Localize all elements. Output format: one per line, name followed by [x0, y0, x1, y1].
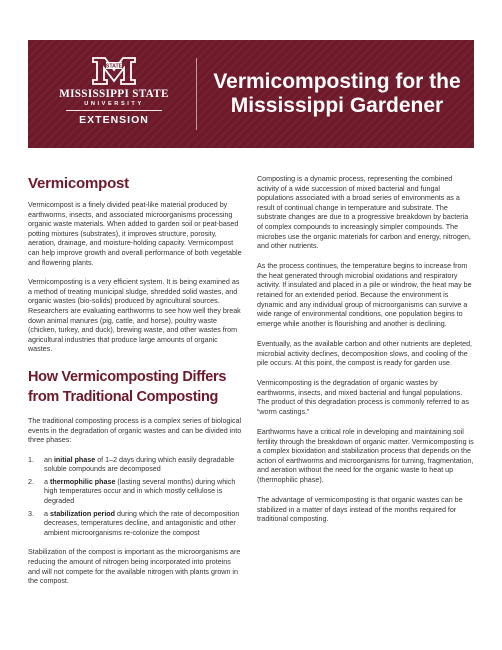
list-number: 2.: [28, 477, 34, 486]
paragraph: Eventually, as the available carbon and other nutrients are depleted, microbial activity declines, decomposition slows, and cooling of the pile occurs. At this point, the compost is ready for garden use.: [257, 339, 473, 368]
list-item: [28, 456, 243, 475]
list-term: initial phase: [53, 455, 96, 464]
paragraph: Vermicompost is a finely divided peat-like material produced by earthworms, insects, and associated microorganisms processing organic waste materials. When added to garden soil or peat-based potting mixtures (substrates), it improves structure, porosity, aeration, drainage, and moisture-holding capacity. Vermicompost can help improve growth and overall performance of both vegetable and flowering plants.: [28, 201, 242, 267]
title-line2: Mississippi Gardener: [230, 94, 444, 117]
logo-wordmark-line2: UNIVERSITY: [84, 101, 144, 107]
section-heading-vermicompost: Vermicompost: [28, 175, 129, 192]
logo-wordmark-line1: MISSISSIPPI STATE: [59, 88, 169, 100]
title-line1: Vermicomposting for the: [213, 70, 461, 93]
page-title: [208, 70, 466, 118]
paragraph: Vermicomposting is a very efficient system. It is being examined as a method of treating municipal sludge, shredded solid wastes, and organic wastes (bio-solids) produced by agricultural sources. Researchers are evaluating earthworms to see how well they break down animal manures (pig, cattle, and horse), poultry waste (chicken, turkey, and duck), brewing waste, and other wastes from agricultural industries that produce large amounts of organic wastes.: [28, 278, 241, 354]
logo-divider: [66, 110, 162, 111]
right-column: [257, 175, 475, 535]
paragraph: Vermicomposting is the degradation of organic wastes by earthworms, insects, and mixed bacterial and fungal populations. The product of this degradation process is commonly referred to as “worm castings.”: [257, 379, 469, 416]
section-heading-differences: [28, 367, 243, 407]
paragraph: As the process continues, the temperature begins to increase from the heat generated through microbial oxidations and respiratory activity. If insulated and placed in a pile or windrow, the heat may be retained for an extended period. Because the environment is dynamic and any individual group of microorganisms can survive a wide range of environmental conditions, one population begins to emerge while another is flourishing and another is declining.: [257, 262, 472, 328]
list-item: [28, 510, 243, 539]
list-number: 3.: [28, 509, 34, 518]
svg-text:STATE: STATE: [105, 63, 123, 70]
list-text: a: [44, 509, 50, 518]
paragraph: Stabilization of the compost is important as the microorganisms are reducing the amount of nitrogen being incorporated into proteins and will not compete for the available nitrogen with plants grown in the compost.: [28, 548, 241, 586]
list-text: an: [44, 455, 54, 464]
heading-line1: How Vermicomposting Differs: [28, 368, 227, 385]
list-text: (lasting several months) during which high temperatures occur and in which mostly cellulose is degraded: [44, 477, 236, 506]
list-term: thermophilic phase: [49, 477, 116, 486]
paragraph: The advantage of vermicomposting is that organic wastes can be stabilized in a matter of days instead of the months required for traditional composting.: [257, 496, 463, 524]
logo-wordmark-line3: EXTENSION: [79, 114, 149, 126]
left-column: [28, 175, 243, 597]
paragraph: The traditional composting process is a complex series of biological events in the degradation of organic wastes and can be divided into three phases:: [28, 416, 242, 445]
list-term: stabilization period: [49, 509, 116, 518]
list-text: a: [44, 477, 50, 486]
phase-list: [28, 456, 243, 539]
list-number: 1.: [28, 455, 34, 464]
paragraph: Composting is a dynamic process, representing the combined activity of a wide succession of mixed bacterial and fungal populations associated with a broad series of environments as a result of continual change in temperature and substrate. The substrate changes are due to a progressive breakdown by bacteria of complex compounds to increasingly simpler compounds. The microbes use the organic materials for carbon and energy, nitrogen, and other nutrients.: [257, 175, 471, 251]
heading-line2: from Traditional Composting: [28, 388, 219, 405]
paragraph: Earthworms have a critical role in developing and maintaining soil fertility through the breakdown of organic matter. Vermicomposting is a complex bioxidation and stabilization process that depends on the action of earthworms and microorganisms for turning, fragmentation, and aeration without the need for the organic waste to heat up (thermophilic phase).: [257, 428, 474, 485]
list-text: during which the rate of decomposition decreases, temperatures decline, and antagonistic and other ambient microorganisms re-colonize the compost: [44, 509, 240, 537]
list-text: of 1–2 days during which easily degradable soluble compounds are decomposed: [44, 455, 235, 474]
list-item: [28, 478, 243, 507]
msu-extension-logo: [40, 56, 188, 136]
header-banner: [28, 40, 474, 148]
banner-divider: [196, 58, 197, 130]
msu-m-shield-icon: [91, 56, 137, 86]
